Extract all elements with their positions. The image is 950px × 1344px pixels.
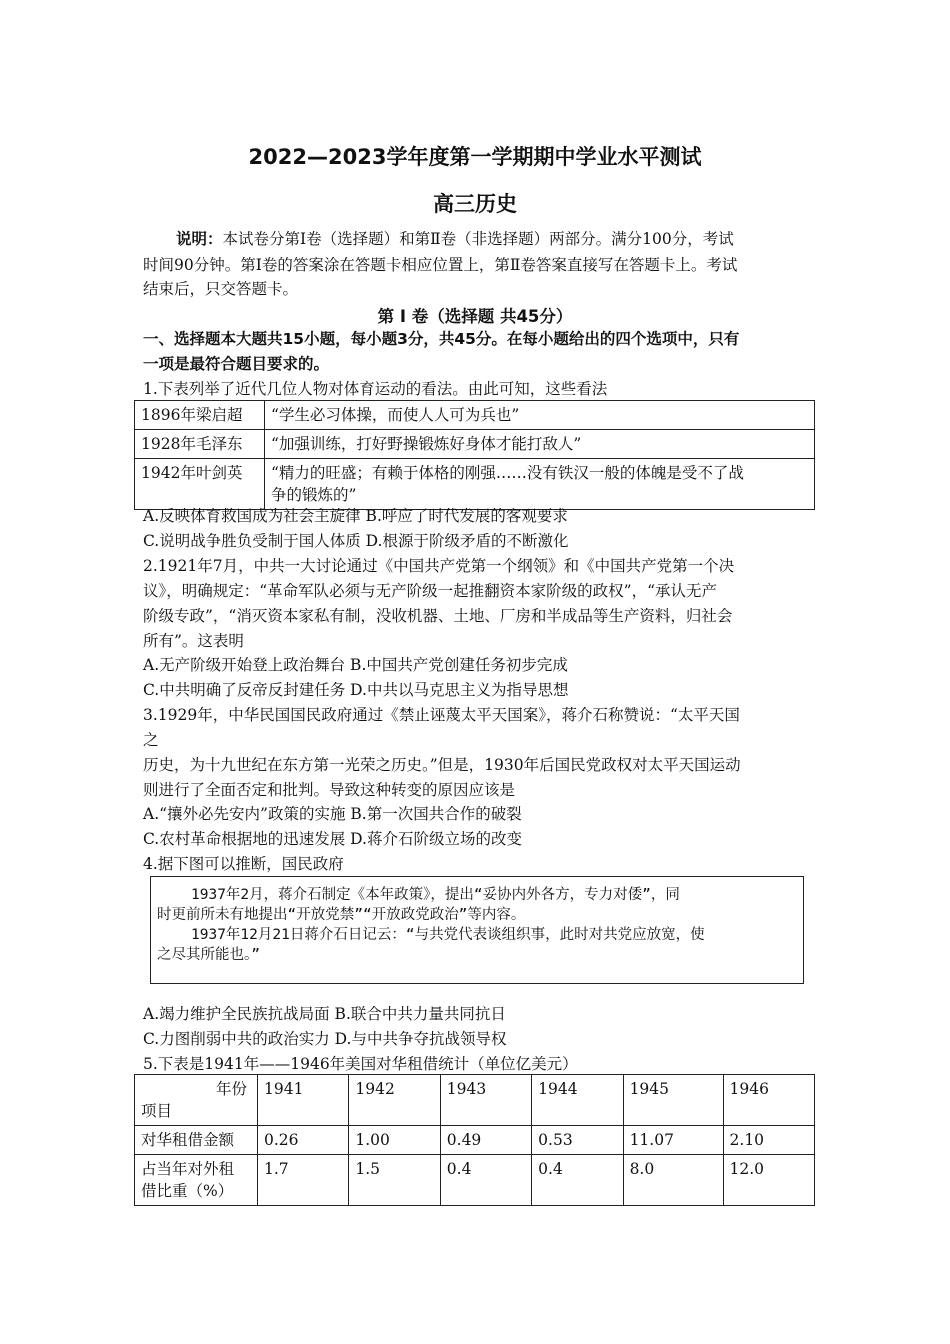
table-cell: 0.4 <box>532 1155 623 1206</box>
section-heading: 第 Ⅰ 卷（选择题 共45分） <box>377 307 573 326</box>
table-header-cell: 1941 <box>258 1075 349 1126</box>
table-header-cell: 1945 <box>623 1075 723 1126</box>
table-row <box>135 430 815 459</box>
table-row <box>135 1155 815 1206</box>
table-cell: 8.0 <box>623 1155 723 1206</box>
table-header-cell: 1942 <box>349 1075 440 1126</box>
q4-options-2: C.力图削弱中共的政治实力 D.与中共争夺抗战领导权 <box>143 1030 507 1048</box>
table-cell: 1896年梁启超 <box>135 401 265 430</box>
q4-stem: 4.据下图可以推断，国民政府 <box>143 855 344 873</box>
q1-options-1: A.反映体育救国成为社会主旋律 B.呼应了时代发展的客观要求 <box>143 507 568 525</box>
quote-line: 时更前所未有地提出“开放党禁”“开放政党政治”等内容。 <box>157 907 526 923</box>
table-cell: 1928年毛泽东 <box>135 430 265 459</box>
exam-title: 2022—2023学年度第一学期期中学业水平测试 <box>248 145 702 169</box>
table-row <box>135 1075 815 1126</box>
table-cell: 0.53 <box>532 1126 623 1155</box>
q2-options-2: C.中共明确了反帝反封建任务 D.中共以马克思主义为指导思想 <box>143 681 569 699</box>
table-cell: “学生必习体操，而使人人可为兵也” <box>265 401 815 430</box>
q2-line-3: 阶级专政”，“消灭资本家私有制，没收机器、土地、厂房和半成品等生产资料，归社会 <box>143 607 733 625</box>
table-cell: 1942年叶剑英 <box>135 459 265 510</box>
quote-line: 之尽其所能也。” <box>157 947 260 963</box>
table-cell: 11.07 <box>623 1126 723 1155</box>
table-row <box>135 1126 815 1155</box>
exam-subtitle: 高三历史 <box>433 192 517 216</box>
instructions-line-3: 结束后，只交答题卡。 <box>143 280 299 298</box>
q3-options-2: C.农村革命根据地的迅速发展 D.蒋介石阶级立场的改变 <box>143 830 522 848</box>
quote-line: 1937年12月21日蒋介石日记云：“与共党代表谈组织事，此时对共党应放宽，使 <box>191 927 705 943</box>
q2-line-2: 议》，明确规定：“革命军队必须与无产阶级一起推翻资本家阶级的政权”，“承认无产 <box>143 582 718 600</box>
table-cell: 0.4 <box>440 1155 531 1206</box>
q2-options-1: A.无产阶级开始登上政治舞台 B.中国共产党创建任务初步完成 <box>143 656 568 674</box>
table-cell: “精力的旺盛；有赖于体格的刚强……没有铁汉一般的体魄是受不了战 争的锻炼的” <box>265 459 815 510</box>
table-cell: 12.0 <box>723 1155 814 1206</box>
instructions-line-2: 时间90分钟。第Ⅰ卷的答案涂在答题卡相应位置上，第Ⅱ卷答案直接写在答题卡上。考试 <box>143 256 738 274</box>
table-corner-cell: 年份 项目 <box>135 1075 258 1126</box>
section-intro-1: 一、选择题本大题共15小题，每小题3分，共45分。在每小题给出的四个选项中，只有 <box>143 330 740 348</box>
table-cell: 0.26 <box>258 1126 349 1155</box>
section-intro-2: 一项是最符合题目要求的。 <box>143 355 330 373</box>
table-header-cell: 1944 <box>532 1075 623 1126</box>
table-cell: 0.49 <box>440 1126 531 1155</box>
q4-quote-box <box>150 876 804 984</box>
table-row <box>135 459 815 510</box>
table-cell: 占当年对外租 借比重（%） <box>135 1155 258 1206</box>
q3-line-4: 则进行了全面否定和批判。导致这种转变的原因应该是 <box>143 781 516 799</box>
q3-options-1: A.“攘外必先安内”政策的实施 B.第一次国共合作的破裂 <box>143 805 522 823</box>
q3-line-3: 历史，为十九世纪在东方第一光荣之历史。”但是，1930年后国民党政权对太平天国运动 <box>143 756 741 774</box>
q1-options-2: C.说明战争胜负受制于国人体质 D.根源于阶级矛盾的不断激化 <box>143 532 569 550</box>
table-cell: 2.10 <box>723 1126 814 1155</box>
table-cell: 对华租借金额 <box>135 1126 258 1155</box>
q3-line-2: 之 <box>143 731 159 749</box>
table-header-cell: 1946 <box>723 1075 814 1126</box>
table-row <box>135 401 815 430</box>
q2-line-1: 2.1921年7月，中共一大讨论通过《中国共产党第一个纲领》和《中国共产党第一个决 <box>143 557 735 575</box>
table-header-cell: 1943 <box>440 1075 531 1126</box>
q2-line-4: 所有”。这表明 <box>143 632 244 650</box>
q1-stem: 1.下表列举了近代几位人物对体育运动的看法。由此可知，这些看法 <box>143 380 608 398</box>
q4-options-1: A.竭力维护全民族抗战局面 B.联合中共力量共同抗日 <box>143 1005 506 1023</box>
table-cell: “加强训练，打好野操锻炼好身体才能打敌人” <box>265 430 815 459</box>
q3-line-1: 3.1929年，中华民国国民政府通过《禁止诬蔑太平天国案》，蒋介石称赞说：“太平天国 <box>143 706 740 724</box>
instructions-line-1: 说明：本试卷分第Ⅰ卷（选择题）和第Ⅱ卷（非选择题）两部分。满分100分，考试 <box>176 230 734 248</box>
q1-table <box>134 400 815 510</box>
table-cell: 1.5 <box>349 1155 440 1206</box>
table-cell: 1.7 <box>258 1155 349 1206</box>
quote-line: 1937年2月，蒋介石制定《本年政策》，提出“妥协内外各方，专力对倭”，同 <box>191 887 680 903</box>
q5-stem: 5.下表是1941年——1946年美国对华租借统计（单位亿美元） <box>143 1055 578 1073</box>
instructions-label: 说明： <box>176 230 223 248</box>
table-cell: 1.00 <box>349 1126 440 1155</box>
q5-table <box>134 1074 815 1206</box>
